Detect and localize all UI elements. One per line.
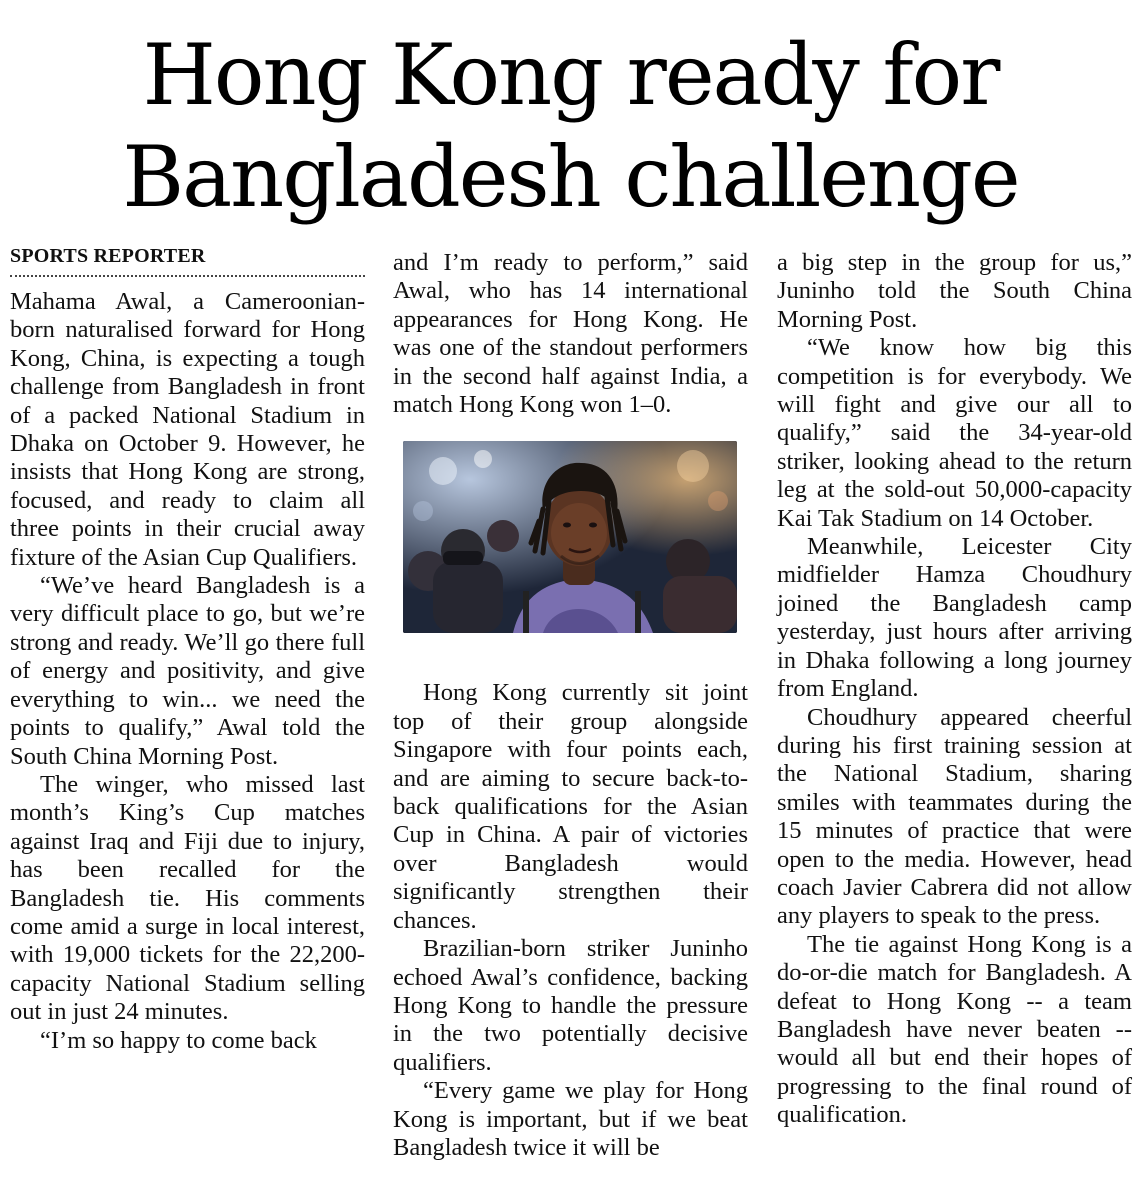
byline: SPORTS REPORTER xyxy=(10,246,365,277)
paragraph: The winger, who missed last month’s King’s Cup matches against Iraq and Fiji due to injury, has been recalled for the Bangladesh tie. His comments come amid a surge in local interest, with 19,000 tickets for the 22,200-capacity National Stadium selling out in just 24 minutes. xyxy=(10,770,365,1026)
paragraph: and I’m ready to perform,” said Awal, who has 14 international appearances for Hong Kong. He was one of the standout performers in the second half against India, a match Hong Kong won 1–0. xyxy=(393,249,748,419)
paragraph: The tie against Hong Kong is a do-or-die match for Bangladesh. A defeat to Hong Kong -- a team Bangladesh have never beaten -- would all but end their hopes of progressing to the final round of qualification. xyxy=(777,930,1132,1129)
paragraph: a big step in the group for us,” Juninho told the South China Morning Post. xyxy=(777,249,1132,333)
article-photo xyxy=(403,441,737,633)
paragraph: Choudhury appeared cheerful during his first training session at the National Stadium, sharing smiles with teammates during the 15 minutes of practice that were open to the media. However, head coach Javier Cabrera did not allow any players to speak to the press. xyxy=(777,703,1132,930)
headline-line-2: Bangladesh challenge xyxy=(122,128,1019,226)
paragraph: “Every game we play for Hong Kong is important, but if we beat Bangladesh twice it will be xyxy=(393,1077,748,1161)
paragraph: Brazilian-born striker Juninho echoed Awal’s confidence, backing Hong Kong to handle the pressure in the two potentially decisive qualifiers. xyxy=(393,935,748,1076)
article-column-1 xyxy=(10,246,365,1055)
paragraph: Meanwhile, Leicester City midfielder Hamza Choudhury joined the Bangladesh camp yesterday, just hours after arriving in Dhaka following a long journey from England. xyxy=(777,533,1132,703)
paragraph: Hong Kong currently sit joint top of their group alongside Singapore with four points each, and are aiming to secure back-to-back qualifications for the Asian Cup in China. A pair of victories over Bangladesh would significantly strengthen their chances. xyxy=(393,679,748,934)
paragraph: “I’m so happy to come back xyxy=(40,1026,317,1054)
paragraph: “We’ve heard Bangladesh is a very difficult place to go, but we’re strong and ready. We’ll go there full of energy and positivity, and give everything to win... we need the points to qualify,” Awal told the South China Morning Post. xyxy=(10,572,365,770)
paragraph: “We know how big this competition is for everybody. We will fight and give our all to qualify,” said the 34-year-old striker, looking ahead to the return leg at the sold-out 50,000-capacity Kai Tak Stadium on 14 October. xyxy=(777,334,1132,532)
article-column-2 xyxy=(393,249,748,1162)
headline xyxy=(0,24,1141,228)
player-photo-illustration xyxy=(403,441,737,633)
article-column-3 xyxy=(777,249,1132,1130)
paragraph: Mahama Awal, a Cameroonian-born naturalised forward for Hong Kong, China, is expecting a tough challenge from Bangladesh in front of a packed National Stadium in Dhaka on October 9. However, he insists that Hong Kong are strong, focused, and ready to claim all three points in their crucial away fixture of the Asian Cup Qualifiers. xyxy=(10,288,365,571)
headline-line-1: Hong Kong ready for xyxy=(142,26,999,124)
